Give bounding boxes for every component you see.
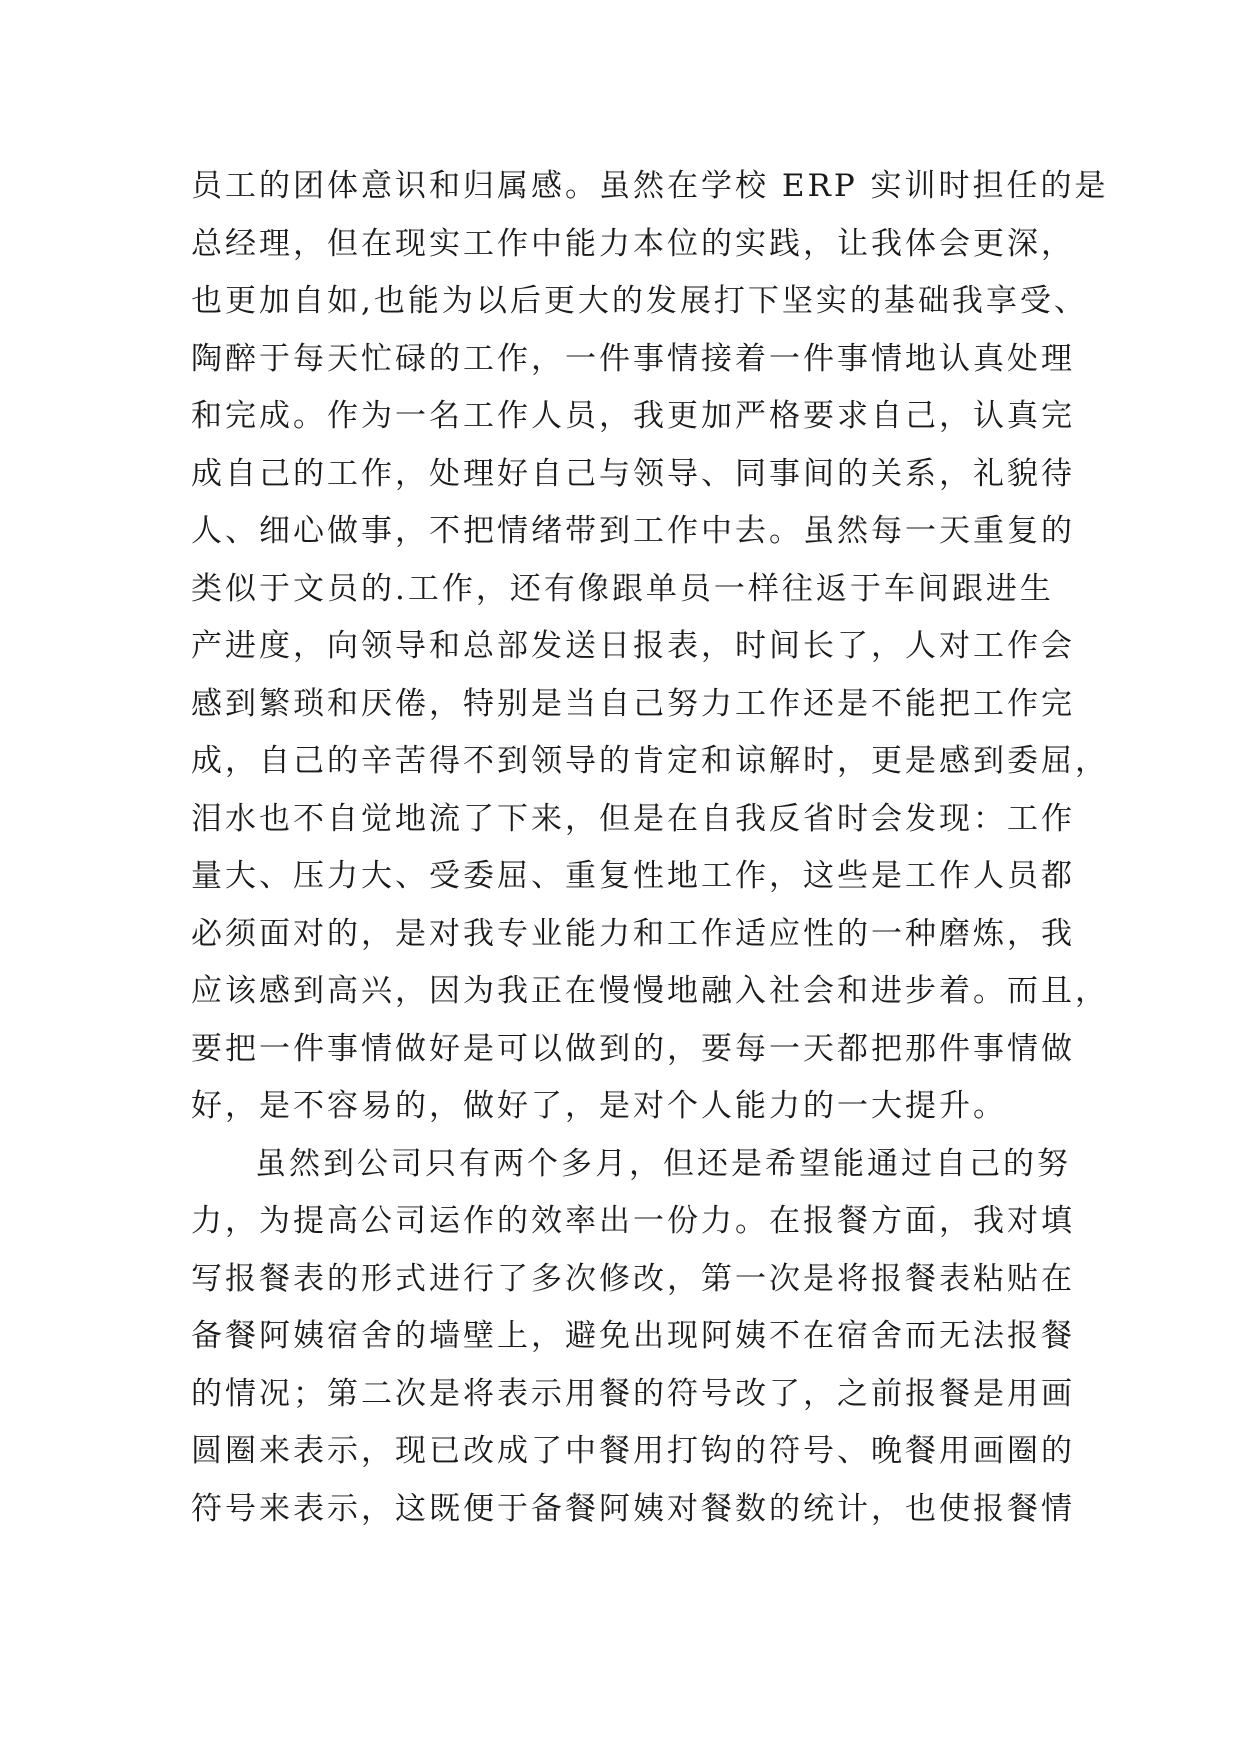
text-line: 产进度，向领导和总部发送日报表，时间长了，人对工作会 bbox=[191, 628, 1075, 664]
text-line: 虽然到公司只有两个多月，但还是希望能通过自己的努 bbox=[255, 1145, 1071, 1182]
paragraph-2 bbox=[191, 1136, 1091, 1539]
text-line: 员工的团体意识和归属感。虽然在学校 ERP 实训时担任的是 bbox=[191, 168, 1109, 204]
text-line: 应该感到高兴，因为我正在慢慢地融入社会和进步着。而且， bbox=[191, 973, 1109, 1009]
text-line: 写报餐表的形式进行了多次修改，第一次是将报餐表粘贴在 bbox=[191, 1260, 1075, 1297]
text-line: 也更加自如,也能为以后更大的发展打下坚实的基础我享受、 bbox=[191, 283, 1088, 319]
text-line: 量大、压力大、受委屈、重复性地工作，这些是工作人员都 bbox=[191, 858, 1075, 894]
text-line: 泪水也不自觉地流了下来，但是在自我反省时会发现：工作 bbox=[191, 800, 1075, 837]
text-line: 成自己的工作，处理好自己与领导、同事间的关系，礼貌待 bbox=[191, 455, 1075, 492]
text-line: 的情况；第二次是将表示用餐的符号改了，之前报餐是用画 bbox=[191, 1375, 1075, 1412]
text-line: 成，自己的辛苦得不到领导的肯定和谅解时，更是感到委屈， bbox=[191, 743, 1109, 779]
text-line: 必须面对的，是对我专业能力和工作适应性的一种磨炼，我 bbox=[191, 915, 1075, 952]
text-line: 符号来表示，这既便于备餐阿姨对餐数的统计，也使报餐情 bbox=[191, 1490, 1075, 1527]
text-line: 总经理，但在现实工作中能力本位的实践，让我体会更深， bbox=[191, 225, 1075, 262]
text-line: 备餐阿姨宿舍的墙壁上，避免出现阿姨不在宿舍而无法报餐 bbox=[191, 1318, 1075, 1354]
body-text bbox=[191, 158, 1109, 1538]
text-line: 好，是不容易的，做好了，是对个人能力的一大提升。 bbox=[191, 1088, 1007, 1124]
text-line: 人、细心做事，不把情绪带到工作中去。虽然每一天重复的 bbox=[191, 513, 1075, 549]
text-line: 类似于文员的.工作，还有像跟单员一样往返于车间跟进生 bbox=[191, 570, 1054, 607]
text-line: 力，为提高公司运作的效率出一份力。在报餐方面，我对填 bbox=[191, 1203, 1075, 1239]
paragraph-1 bbox=[191, 158, 1109, 1136]
text-line: 圆圈来表示，现已改成了中餐用打钩的符号、晚餐用画圈的 bbox=[191, 1433, 1075, 1469]
text-line: 感到繁琐和厌倦，特别是当自己努力工作还是不能把工作完 bbox=[191, 685, 1075, 722]
text-line: 要把一件事情做好是可以做到的，要每一天都把那件事情做 bbox=[191, 1030, 1075, 1067]
text-line: 和完成。作为一名工作人员，我更加严格要求自己，认真完 bbox=[191, 398, 1075, 434]
text-line: 陶醉于每天忙碌的工作，一件事情接着一件事情地认真处理 bbox=[191, 340, 1075, 377]
